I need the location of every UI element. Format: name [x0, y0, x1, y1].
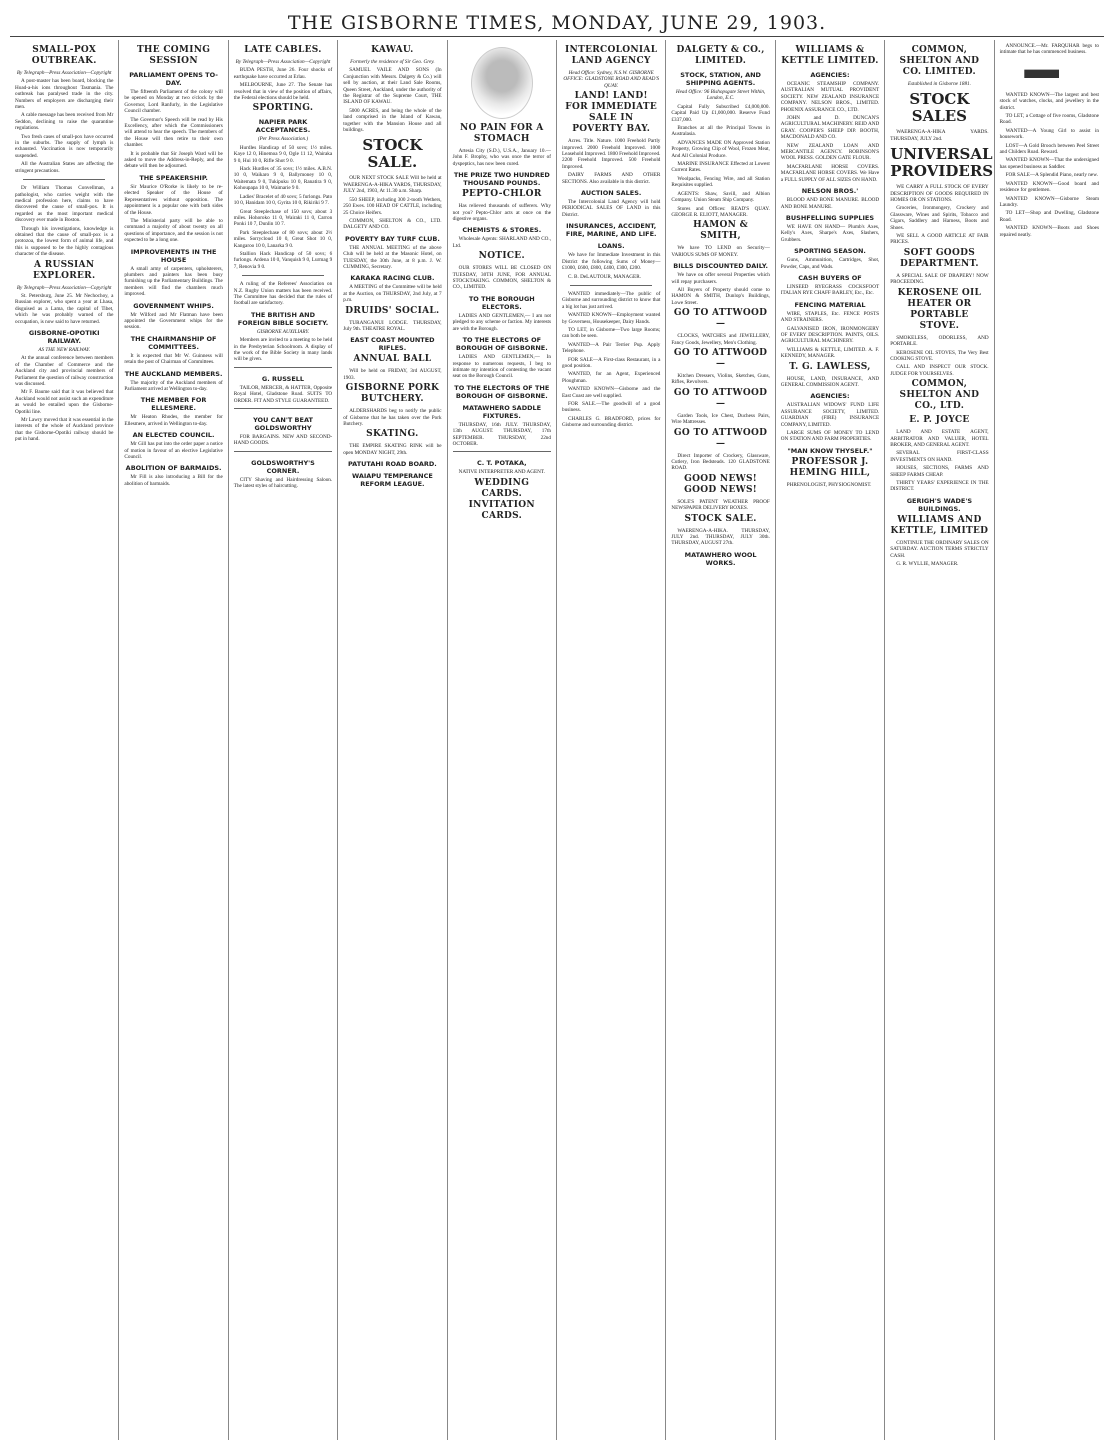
body-text: Two fresh cases of small-pox have occurred in the suburbs. The supply of lymph is exhausted. Vaccination is now temporarily suspended. [15, 133, 114, 159]
body-text: WANTED KNOWN—Good board and residence for gentlemen. [999, 180, 1099, 194]
body-text: FOR SALE—A Splendid Piano, nearly new. [1005, 172, 1098, 179]
body-text: Has relieved thousands of sufferers. Why not you? Pepto-Chlor acts at once on the digestive organs. [452, 203, 551, 223]
body-text: All Buyers of Property should come to HAMON & SMITH, Dunlop's Buildings, Lowe Street. [671, 286, 770, 306]
dateline: Head Office: Sydney, N.S.W. GISBORNE OFFICE: GLADSTONE ROAD AND READ'S QUAY. [563, 70, 660, 89]
subheading: INSURANCES, ACCIDENT, FIRE, MARINE, AND LIFE. [565, 222, 657, 239]
headline: GISBORNE PORK BUTCHERY. [345, 383, 440, 405]
dateline: By Telegraph—Press Association—Copyright [235, 59, 331, 65]
headline: GO TO ATTWOOD— [673, 347, 768, 369]
headline: WEDDING CARDS. INVITATION CARDS. [468, 477, 535, 521]
body-text: Garden Tools, Ice Chest, Duchess Pairs, Wire Mattresses. [671, 412, 770, 426]
body-text: Will be held on FRIDAY, 3rd AUGUST, 1903. [343, 368, 442, 381]
subheading: NAPIER PARK ACCEPTANCES. [255, 118, 311, 135]
dateline: By Telegraph—Press Association—Copyright [16, 284, 112, 291]
body-text: Stallion Hack Handicap of 50 sovs; 6 furlongs. Ardena 10 0, Vanquish 9 0, Lurmag 9 7, Renovia 9 0. [233, 250, 333, 270]
pointing-hand-icon [1024, 60, 1074, 88]
advertisement [234, 367, 332, 404]
subheading: BILLS DISCOUNTED DAILY. [673, 262, 768, 271]
body-text: OCEANIC STEAMSHIP COMPANY. AUSTRALIAN MUTUAL PROVIDENT SOCIETY. NEW ZEALAND INSURANCE COMPANY. NELSON BROS., LIMITED. PHOENIX ASSURANCE CO., LTD. [780, 81, 880, 113]
body-text: WANTED immediately—The public of Gisborne and surrounding district to know that a big lot has just arrived. [562, 290, 661, 310]
body-text: We have on offer several Properties which will repay purchasers. [671, 272, 770, 285]
subheading: FENCING MATERIAL [794, 300, 866, 309]
body-text: WANTED KNOWN—The largest and best stock of watches, clocks, and jewellery in the district. [999, 91, 1099, 111]
body-text: BLOOD AND BONE MANURE. BLOOD AND BONE MANURE. [780, 197, 880, 210]
headline: COMMON, SHELTON AND CO., LTD. [899, 379, 980, 412]
headline: WILLIAMS AND KETTLE, LIMITED [890, 514, 989, 536]
subheading: AGENCIES: [810, 392, 850, 401]
body-text: 5000 ACRES, and being the whole of the land comprised in the Island of Kawau, together with the Mansion House and all buildings. [343, 107, 442, 134]
advertisement-text: TAILOR, MERCER, & HATTER, Opposite Royal Hotel, Gladstone Road. SUITS TO ORDER. FIT AND STYLE GUARANTEED. [233, 384, 333, 404]
headline: T. G. LAWLESS, [789, 361, 871, 372]
body-text: OUR STORES WILL BE CLOSED ON TUESDAY, 30TH JUNE, FOR ANNUAL STOCKTAKING. COMMON, SHELTON & CO., LIMITED. [452, 265, 551, 291]
advertisement [453, 451, 551, 475]
body-text: WANTED KNOWN—Boots and Shoes repaired neatly. [999, 225, 1099, 238]
headline: LATE CABLES. [244, 45, 322, 55]
subheading: POVERTY BAY TURF CLUB. [344, 234, 440, 243]
headline: GO TO ATTWOOD— [673, 308, 768, 330]
column-9 [885, 40, 994, 1440]
body-text: A post-master has been board, blocking the Hoad-a-his ions throughout Tasmania. The outbreak has paralysed trade in the city. Numbers of employers are discharging their men. [15, 78, 114, 111]
body-text: AUSTRALIAN WIDOWS' FUND LIFE ASSURANCE SOCIETY, LIMITED. GUARDIAN (FIRE) INSURANCE COMPANY, LIMITED. [780, 402, 880, 428]
body-text: WANTED KNOWN—That the undersigned has opened business as Saddler. [999, 157, 1099, 170]
body-text: WANTED, for an Agent, Experienced Ploughman. [562, 371, 661, 384]
body-text: Direct Importer of Crockery, Glassware, Cutlery, Iron Bedsteads. 120 GLADSTONE ROAD. [671, 452, 770, 472]
advertisement-title: C. T. POTAKA, [477, 459, 527, 468]
body-text: Mr Lawry moved that it was essential in the interests of the whole of Auckland province that the Gisborne-Opotiki railway should be put in hand. [15, 417, 114, 443]
body-text: KEROSENE OIL STOVES, The Very Best COOKING STOVE. [890, 349, 989, 362]
body-text: FOR SALE.—The goodwill of a good business. [562, 401, 661, 414]
column-3 [229, 40, 338, 1440]
subheading: TO THE ELECTORS OF THE BOROUGH OF GISBORNE. [454, 383, 550, 400]
body-text: It is expected that Mr W. Guinness will retain the post of Chairman of Committees. [124, 352, 223, 366]
newspaper-columns [10, 40, 1104, 1440]
headline: GOOD NEWS! GOOD NEWS! [684, 473, 758, 495]
body-text: GALVANISED IRON, IRONMONGERY OF EVERY DESCRIPTION. PAINTS, OILS. AGRICULTURAL MACHINERY. [780, 325, 880, 345]
column-8 [776, 40, 885, 1440]
subheading: SPORTING SEASON. [794, 247, 866, 256]
body-text: Sir Maurice O'Rorke is likely to be re-elected Speaker of the House of Representatives without opposition. The appointment is a popular one with both sides of the House. [124, 183, 223, 216]
headline: GO TO ATTWOOD— [673, 427, 768, 449]
headline: DRUIDS' SOCIAL. [345, 305, 440, 316]
body-text: WILLIAMS & KETTLE, LIMITED. A. F. KENNEDY, MANAGER. [780, 346, 880, 360]
body-text: Stores and Offices: READ'S QUAY. GEORGE R. ELIOTT, MANAGER. [671, 205, 770, 218]
headline: THE COMING SESSION [136, 45, 211, 66]
body-text: WE CARRY A FULL STOCK OF EVERY DESCRIPTION OF GOODS REQUIRED IN HOMES OR ON STATIONS. [890, 184, 989, 204]
body-text: COMMON, SHELTON & CO., LTD. DALGETY AND CO. [343, 217, 442, 231]
body-text: WANTED KNOWN—Gisborne and the East Coast are well supplied. [562, 386, 661, 399]
body-text: SEVERAL FIRST-CLASS INVESTMENTS ON HAND. [890, 450, 989, 463]
subheading: GERIGH'S WADE'S BUILDINGS. [906, 496, 973, 513]
body-text: THURSDAY, 16th JULY. THURSDAY, 13th AUGUST. THURSDAY, 17th SEPTEMBER. THURSDAY, 22nd OCTOBER. [452, 421, 551, 447]
advertisement [234, 451, 332, 490]
subheading: TO THE ELECTORS OF BOROUGH OF GISBORNE. [455, 336, 548, 353]
display-heading: STOCK SALES [909, 90, 970, 126]
body-text: SAMUEL VAILE AND SONS (In Conjunction with Messrs. Dalgety & Co.) will sell by auction, at their Land Sale Rooms, Queen Street, Auckland, under the authority of the Registrar of the Supreme Court, THE ISLAND OF KAWAU. [343, 67, 442, 106]
advertisement-title: GOLDSWORTHY'S CORNER. [251, 458, 315, 475]
body-text: FOR SALE—A First-class Restaurant, in a good position. [562, 356, 661, 369]
body-text: The Intercolonial Land Agency will hold PERIODICAL SALES OF LAND in this District. [562, 199, 661, 218]
body-text: BUDA PESTH, June 26. Four shocks of earthquake have occurred at Erlau. [233, 67, 333, 80]
headline: ANNUAL BALL [353, 354, 432, 365]
body-text: Mr Heaton Rhodes, the member for Ellesmere, arrived in Wellington to-day. [124, 414, 223, 427]
subheading: AN ELECTED COUNCIL. [132, 431, 215, 440]
divider [23, 179, 105, 180]
body-text: Guns, Ammunition, Cartridges, Shot, Powder, Caps, and Wads. [780, 257, 880, 270]
portrait-illustration [471, 47, 533, 119]
headline: KAWAU. [371, 45, 414, 55]
subheading: TO THE BOROUGH ELECTORS. [468, 294, 535, 311]
headline: NOTICE. [478, 251, 525, 262]
body-text: Wholesale Agents: SHARLAND AND CO., Ltd. [452, 236, 551, 249]
subheading: CASH BUYERS OF [798, 273, 862, 282]
body-text: MARINE INSURANCE Effected at Lowest Current Rates. [671, 161, 770, 174]
column-2 [119, 40, 228, 1440]
body-text: At the annual conference between members of the Chamber of Commerce and the Auckland city and provincial members of Parliament the question of railway construction was discussed. [15, 355, 114, 388]
subheading: PARLIAMENT OPENS TO-DAY. [129, 71, 218, 87]
display-heading: UNIVERSAL PROVIDERS [890, 145, 994, 181]
masthead: THE GISBORNE TIMES, MONDAY, JUNE 29, 1903. [287, 12, 827, 34]
body-text: Artesia City (S.D.), U.S.A., January 10.—John F. Brophy, who was once the terror of dyspeptics, has now been cured. [452, 148, 551, 167]
headline: PEPTO-CHLOR [461, 189, 542, 200]
subheading: KARAKA RACING CLUB. [350, 274, 435, 283]
body-text: Hack Hurdles of 35 sovs; 1½ miles. A.B.N. 10 0, Waikaro 9 0, Ballymoney 10 0, Waitemata 9 0, Tukipuku 10 0, Ranatira 9 0, Kohoupapa 10 0, Waimarie 9 0. [233, 166, 333, 192]
body-text: A small army of carpenters, upholsterers, plumbers and painters has been busy furnishing up the Parliamentary Buildings. The members will find the chambers much improved. [124, 265, 223, 298]
body-text: Kitchen Dressers, Violins, Sketches, Guns, Rifles, Revolvers. [671, 372, 770, 386]
subheading: THE AUCKLAND MEMBERS. [124, 369, 223, 378]
body-text: SOLE'S PATENT WEATHER PROOF NEWSPAPER DELIVERY BOXES. [671, 498, 770, 512]
body-text: WAERENGA-A-HIKA. THURSDAY, JULY 2nd. THURSDAY, JULY 30th. THURSDAY, AUGUST 27th. [671, 527, 770, 547]
subheading: THE PRIZE TWO HUNDRED THOUSAND POUNDS. [453, 171, 550, 188]
dateline: GISBORNE AUXILIARY. [256, 328, 310, 335]
advertisement-text: CITY Shaving and Hairdressing Saloon. The latest styles of haircutting. [233, 476, 333, 490]
dateline: AS THE NEW RAILWAY. [38, 347, 91, 353]
headline: HAMON & SMITH, [693, 220, 749, 242]
body-text: LAND AND ESTATE AGENT, ARBITRATOR AND VALUER, HOTEL BROKER, AND GENERAL AGENT. [890, 429, 989, 448]
subheading: MATAWHERO SADDLE FIXTURES. [462, 403, 542, 420]
subheading: ABOLITION OF BARMAIDS. [125, 464, 222, 473]
body-text: LADIES AND GENTLEMEN,— In response to numerous requests, I beg to intimate my intention of contesting the vacant seat on the Borough Council. [452, 354, 551, 380]
body-text: TO LET, a Cottage of five rooms, Gladstone Road. [999, 113, 1099, 126]
headline: NO PAIN FOR A STOMACH [460, 123, 544, 144]
body-text: Dr William Thomas Convellman, a pathologist, who carries weight with the medical profession here, claims to have discovered the cause of small-pox. It is regarded as the most important medical discovery ever made in Boston. [15, 185, 114, 224]
body-text: WAERENGA-A-HIKA YARDS. THURSDAY, JULY 2nd. [890, 129, 989, 142]
body-text: LINSEED RYEGRASS COCKSFOOT ITALIAN RYE CHAFF BARLEY, Etc., Etc. [780, 283, 880, 297]
advertisement-title: YOU CAN'T BEAT GOLDSWORTHY [253, 416, 313, 433]
column-7 [666, 40, 775, 1440]
body-text: LARGE SUMS OF MONEY TO LEND ON STATION AND FARM PROPERTIES. [780, 430, 880, 443]
subheading: BUSHFELLING SUPPLIES [785, 213, 875, 222]
subheading: GOVERNMENT WHIPS. [133, 301, 214, 310]
subheading: THE CHAIRMANSHIP OF COMMITTEES. [130, 334, 217, 351]
subheading: MATAWHERO WOOL WORKS. [684, 550, 757, 567]
column-4 [338, 40, 447, 1440]
body-text: Groceries, Ironmongery, Crockery and Glassware, Wines and Spirits, Tobacco and Cigars, Saddlery and Harness, Boots and Shoes. [890, 205, 989, 231]
column-10 [995, 40, 1104, 1440]
body-text: ANNOUNCE.—Mr. FARQUHAR begs to intimate that he has commenced business. [999, 43, 1099, 56]
body-text: Mr Gill has put into the order paper a notice of motion in favour of an elective Legislative Council. [124, 441, 223, 461]
body-text: SMOKELESS, ODORLESS, AND PORTABLE. [890, 334, 989, 348]
body-text: CHARLES G. BRADFORD, prices for Gisborne and surrounding district. [562, 415, 661, 429]
body-text: PHRENOLOGIST, PHYSIOGNOMIST. [786, 481, 872, 488]
subheading: THE BRITISH AND FOREIGN BIBLE SOCIETY. [237, 310, 329, 327]
headline: KEROSENE OIL HEATER OR PORTABLE STOVE. [897, 287, 982, 331]
body-text: WANTED KNOWN—Employment wanted by Governess, Housekeeper, Dairy Hands. [562, 312, 661, 325]
advertisement [234, 408, 332, 447]
body-text: A ruling of the Referees' Association on N.Z. Rugby Union matters has been received. The Committee has decided that the rules of football are satisfactory. [233, 281, 333, 307]
body-text: LOST—A Gold Brooch between Peel Street and Childers Road. Reward. [999, 142, 1099, 156]
headline: GO TO ATTWOOD— [673, 387, 768, 409]
body-text: WANTED—A Young Girl to assist in housework. [999, 127, 1099, 141]
advertisement-title: G. RUSSELL [261, 374, 305, 383]
headline: E. P. JOYCE [909, 415, 970, 426]
body-text: ALDERSHARDS beg to notify the public of Gisborne that he has taken over the Pork Butchery. [343, 408, 442, 427]
headline: SMALL-POX OUTBREAK. [31, 45, 97, 66]
dateline: By Telegraph—Press Association—Copyright [16, 70, 112, 76]
dateline: Head Office: 96 Bishopsgate Street Within, London, E.C. [675, 89, 766, 102]
subheading: LOANS. [597, 242, 625, 251]
body-text: WANTED—A Pair Terrier Pup. Apply Telephone. [562, 341, 661, 355]
subheading: CHEMISTS & STORES. [462, 226, 542, 235]
body-text: We have TO LEND on Security— VARIOUS SUMS OF MONEY. [671, 245, 770, 258]
subheading: AGENCIES: [810, 71, 850, 79]
body-text: HOUSES, SECTIONS, FARMS AND SHEEP FARMS CHEAP. [890, 465, 989, 478]
body-text: THE EMPIRE SKATING RINK will be open MONDAY NIGHT, 29th. [343, 443, 442, 456]
body-text: St. Petersburg, June 25. Mr Nechochoy, a Russian explorer, who spent a year at Lhasa, disguised as a Lama, the capital of Tibet, which he was probably warned of the occupation, is now said to have returned. [15, 292, 114, 325]
body-text: The Governor's Speech will be read by His Excellency, after which the Commissioners will attend to hear the speech. The members of the House will then retire to their own chamber. [124, 116, 223, 149]
divider [242, 275, 324, 276]
body-text: Woolpacks, Fencing Wire, and all Station Requisites supplied. [671, 175, 770, 189]
body-text: A SPECIAL SALE OF DRAPERY! NOW PROCEEDING. [890, 272, 989, 286]
body-text: Capital Fully Subscribed £4,000,000. Capital Paid Up £1,000,000. Reserve Fund £337,000. [671, 103, 770, 123]
subheading: IMPROVEMENTS IN THE HOUSE [130, 247, 217, 264]
body-text: CALL AND INSPECT OUR STOCK. JUDGE FOR YOURSELVES. [890, 364, 989, 377]
body-text: Mr Wilford and Mr Flatman have been appointed the Government whips for the session. [124, 311, 223, 331]
body-text: The Ministerial party will be able to command a majority of about twenty on all questions of importance, and the session is not expected to be a long one. [124, 217, 223, 244]
body-text: A cable message has been received from Mr Seddon, declining to raise the quarantine regulations. [15, 112, 114, 132]
masthead-rule [10, 36, 1104, 37]
body-text: CONTINUE THE ORDINARY SALES ON SATURDAY. AUCTION TERMS STRICTLY CASH. [890, 539, 989, 559]
body-text: MELBOURNE, June 27. The Senate has resolved that in view of the position of affairs, the Federal elections should be held. [233, 82, 333, 102]
dateline: (Per Press Association.) [257, 136, 309, 143]
body-text: Hurdles Handicap of 50 sovs; 1½ miles. Kaye 12 0, Hinemoa 9 0, Ogle 11 12, Wairaka 9 0, Hui 10 0, Rifle Shot 9 0. [233, 144, 333, 164]
headline: LAND! LAND! FOR IMMEDIATE SALE IN POVERTY BAY. [565, 91, 658, 135]
body-text: WE HAVE ON HAND— Plumb's Axes, Kelly's Axes, Sharpe's Axes, Slashers, Grubbers. [780, 223, 880, 243]
subheading: EAST COAST MOUNTED RIFLES. [350, 336, 435, 353]
subheading: STOCK, STATION, AND SHIPPING AGENTS. [680, 71, 761, 87]
body-text: ADVANCES MADE ON Approved Station Property, Growing Clip of Wool, Frozen Meat, And All Colonial Produce. [671, 139, 770, 159]
body-text: Members are invited to a meeting to be held in the Presbyterian Schoolroom. A display of the work of the Bible Society in many lands will be given. [233, 337, 333, 363]
body-text: TO LET, in Gisborne—Two large Rooms; can both be seen. [562, 326, 661, 340]
headline: SPORTING. [252, 103, 314, 114]
body-text: Park Steeplechase of 80 sovs; about 2½ miles. Sorrycloud 10 0, Great Shot 10 0, Kangaroo 10 0, Lanarka 9 0. [233, 229, 333, 249]
body-text: Acres. Title. Nature. 1000 Freehold Partly improved. 2000 Freehold Improved. 1000 Leasehold Improved. 1800 Freehold Improved. 2200 Freehold Improved. 500 Freehold Improved. [562, 138, 661, 170]
body-text: It is probable that Sir Joseph Ward will be asked to move the Address-in-Reply, and the debate will then be adjourned. [124, 150, 223, 170]
dateline: Formerly the residence of Sir Geo. Grey. [350, 59, 435, 65]
subheading: THE SPEAKERSHIP. [139, 173, 208, 182]
body-text: HOUSE, LAND, INSURANCE, AND GENERAL COMMISSION AGENT. [780, 375, 880, 388]
body-text: MACFARLANE HORSE COVERS. MACFARLANE HORSE COVERS. We Have a FULL SUPPLY OF ALL SIZES ON HAND. [780, 163, 880, 183]
headline: STOCK SALE. [684, 513, 757, 524]
body-text: The fifteenth Parliament of the colony will be opened on Monday at two o'clock by the Governor, Lord Ranfurly, in the Legislative Council chamber. [124, 89, 223, 115]
advertisement-text: FOR BARGAINS. NEW AND SECOND-HAND GOODS. [233, 434, 333, 447]
subheading: NELSON BROS.' [801, 187, 859, 196]
body-text: CLOCKS, WATCHES and JEWELLERY, Fancy Goods, Jewellery, Men's Clothing. [671, 333, 770, 346]
column-1 [10, 40, 119, 1440]
advertisement-text: NATIVE INTERPRETER AND AGENT. [458, 469, 545, 476]
body-text: OUR NEXT STOCK SALE Will be held at WAERENGA-A-HIKA YARDS, THURSDAY, JULY 2nd, 1903, At 11.30 a.m. Sharp. [343, 175, 442, 195]
body-text: AGENTS: Shaw, Savill, and Albion Company. Union Steam Ship Company. [671, 190, 770, 204]
body-text: WANTED KNOWN—Gisborne Steam Laundry. [999, 195, 1099, 208]
headline: DALGETY & CO., LIMITED. [676, 45, 765, 66]
subheading: WAIAPU TEMPERANCE REFORM LEAGUE. [351, 472, 433, 489]
body-text: G. R. WYLLIE, MANAGER. [896, 561, 959, 567]
divider [570, 285, 652, 286]
body-text: The majority of the Auckland members of Parliament arrived at Wellington to-day. [124, 379, 223, 392]
headline: WILLIAMS & KETTLE LIMITED. [781, 45, 879, 66]
body-text: Mr Fill is also introducing a Bill for the abolition of barmaids. [124, 474, 223, 487]
headline: A RUSSIAN EXPLORER. [32, 259, 96, 281]
body-text: TURANGANUI LODGE. THURSDAY, July 9th. THEATRE ROYAL. [343, 319, 442, 332]
subheading: "MAN KNOW THYSELF." [787, 446, 873, 455]
body-text: Ladies' Bracelet of 40 sovs; 5 furlongs. Pato 10 0, Hanidam 10 0, Gyrita 10 0, Rikiriki 9 7. [233, 193, 333, 207]
body-text: We have for Immediate Investment in this District the following Sums of Money—£1000, £600, £800, £400, £300, £200. [562, 252, 661, 272]
headline: INTERCOLONIAL LAND AGENCY [565, 45, 658, 66]
body-text: WIRE, STAPLES, Etc. FENCE POSTS AND STRAINERS. [780, 310, 880, 324]
body-text: All the Australian States are affecting the stringent precautions. [15, 161, 114, 174]
body-text: THIRTY YEARS' EXPERIENCE IN THE DISTRICT. [890, 479, 989, 493]
headline: COMMON, SHELTON AND CO. LIMITED. [899, 45, 980, 77]
body-text: NEW ZEALAND LOAN AND MERCANTILE AGENCY. ROBINSON'S WOOL PRESS. GOLDEN GATE FLOUR. [780, 142, 880, 162]
column-5 [448, 40, 557, 1440]
headline: SOFT GOODS DEPARTMENT. [899, 247, 979, 269]
headline: PROFESSOR J. HEMING HILL, [789, 456, 871, 478]
headline: SKATING. [366, 429, 419, 440]
body-text: C. B. DeLAUTOUR, MANAGER. [568, 273, 641, 280]
body-text: Great Steeplechase of 150 sovs; about 3 miles. Hohoroko 11 0, Wairaki 11 0, Carron Ponki 10 7, Dunlin 10 7. [233, 208, 333, 228]
subheading: GISBORNE-OPOTIKI RAILWAY. [28, 329, 100, 345]
subheading: PATUTAHI ROAD BOARD. [348, 460, 437, 469]
subheading: AUCTION SALES. [580, 189, 642, 198]
body-text: Mr F. Baume said that it was believed that Auckland would not assist such an expenditure as would be entailed upon the Gisborne-Opotiki line. [15, 389, 114, 415]
dateline: Established in Gisborne 1881. [907, 81, 971, 87]
column-6 [557, 40, 666, 1440]
body-text: JOHN and D. DUNCAN'S AGRICULTURAL MACHINERY. REID AND GRAY. COOPER'S SHEEP DIP. BOOTH, MACDONALD AND CO. [780, 115, 880, 141]
body-text: Branches at all the Principal Towns in Australasia. [671, 125, 770, 138]
body-text: WE SELL A GOOD ARTICLE AT FAIR PRICES. [890, 233, 989, 246]
body-text: A MEETING of the Committee will be held at the Auction, on THURSDAY, 2nd July, at 7 p.m. [343, 284, 442, 304]
display-heading: STOCK SALE. [362, 136, 423, 172]
subheading: THE MEMBER FOR ELLESMERE. [140, 396, 207, 413]
body-text: THE ANNUAL MEETING of the above Club will be held at the Masonic Hotel, on TUESDAY, the 30th June, at 8 p.m. J. W. CUMMING, Secretary. [343, 244, 442, 270]
body-text: Through his investigations, knowledge is obtained that the cause of small-pox is a protozoa, the lowest form of animal life, and this is supposed to be the highly contagious character of the disease. [15, 225, 114, 258]
body-text: 550 SHEEP, including 300 2-tooth Wethers, 250 Ewes. 100 HEAD OF CATTLE, including 25 Choice Heifers. [343, 196, 442, 216]
body-text: TO LET—Shop and Dwelling, Gladstone Road. [999, 210, 1099, 223]
body-text: DAIRY FARMS AND OTHER SECTIONS. Also available in this district. [562, 172, 661, 185]
body-text: LADIES AND GENTLEMEN,— I am not pledged to any scheme or faction. My interests are with the Borough. [452, 312, 551, 332]
